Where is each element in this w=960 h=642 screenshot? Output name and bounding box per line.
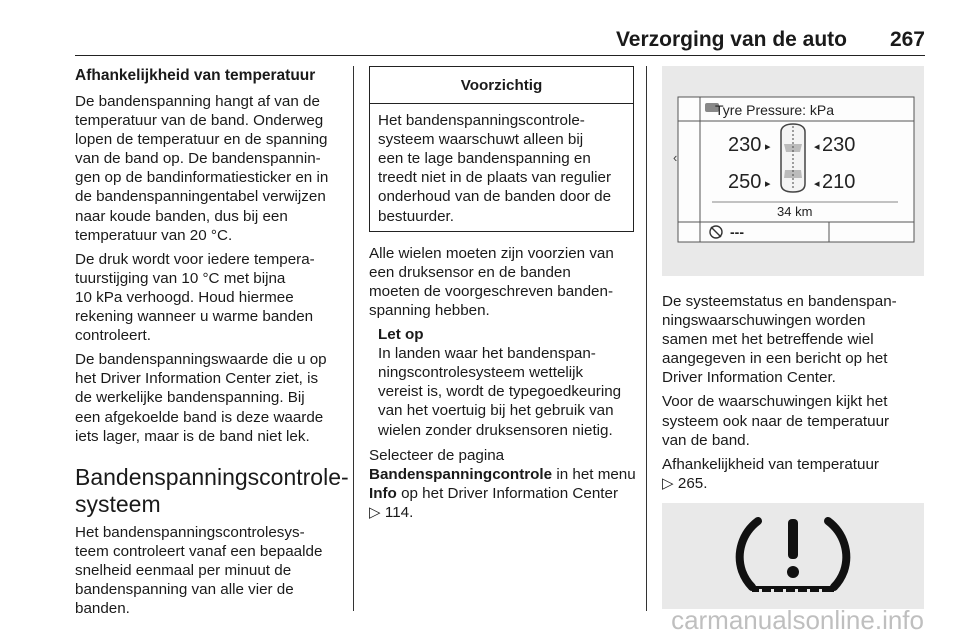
paragraph-warnings: Voor de waarschuwingen kijkt het systeem ook naar de temperatuur van de band. (662, 393, 890, 449)
svg-text:◂: ◂ (814, 178, 820, 190)
header-rule (75, 55, 925, 56)
paragraph-cross-reference: Afhankelijkheid van temperatuur ▷ 265. (662, 455, 879, 492)
column-divider-2 (646, 66, 647, 611)
car-top-view-icon (781, 124, 805, 192)
status-value: --- (730, 224, 744, 240)
tpms-warning-figure (662, 503, 924, 609)
menu-term-bandenspanning: Bandenspanningcontrole (369, 465, 553, 483)
paragraph-wheels: Alle wielen moeten zijn voorzien van een druksensor en de banden moeten de voorgeschreven banden- spanning hebben. (369, 244, 614, 319)
front-right-pressure: 230 (822, 134, 856, 156)
chapter-title: Verzorging van de auto (615, 28, 847, 51)
tpms-warning-icon (662, 503, 924, 609)
column-2 (369, 66, 634, 527)
page-number: 267 (889, 28, 925, 51)
column-divider-1 (353, 66, 354, 611)
menu-term-info: Info (369, 484, 397, 502)
section-title: Bandenspanningscontrole- systeem (75, 463, 349, 517)
display-title: Tyre Pressure: kPa (715, 102, 835, 118)
column-1 (75, 66, 349, 623)
tyre-pressure-display (662, 66, 924, 276)
paragraph-2: De druk wordt voor iedere tempera- tuurstijging van 10 °C met bijna 10 kPa verhoogd. Houd hiermee rekening wanneer u warme banden controleert. (75, 250, 315, 345)
tyre-pressure-display-figure (662, 66, 924, 276)
column-3 (662, 66, 926, 609)
paragraph-select-page: Selecteer de pagina Bandenspanningcontrole in het menu Info op het Driver Information Center ▷ 114. (369, 446, 636, 521)
note-body: In landen waar het bandenspan- ningscontrolesysteem wettelijk vereist is, wordt de typegoedkeuring van het voertuig bij het gebruik van wielen zonder druksensoren nietig. (378, 345, 622, 439)
paragraph-1: De bandenspanning hangt af van de temperatuur van de band. Onderweg lopen de temperatuur en de spanning van de band op. De bandenspannin- gen op de bandinformatiesticker en in de bandenspanningentabel verwijzen naar koude banden, dus bij een temperatuur van 20 °C. (75, 93, 329, 244)
caution-title: Voorzichtig (370, 67, 633, 104)
paragraph-3: De bandenspanningswaarde die u op het Driver Information Center ziet, is de werkelijke bandenspanning. Bij een afgekoelde band is deze waarde iets lager, maar is de band niet lek. (75, 351, 327, 445)
watermark: carmanualsonline.info (671, 605, 924, 635)
distance-readout: 34 km (777, 204, 813, 219)
caution-body: Het bandenspanningscontrole- systeem waarschuwt alleen bij een te lage bandenspanning en treedt niet in de plaats van regulier onderhoud van de banden door de bestuurder. (378, 112, 612, 225)
page-reference-link[interactable]: ▷ 265. (662, 474, 708, 492)
paragraph-system-status: De systeemstatus en bandenspan- ningswaarschuwingen worden samen met het betreffende wiel aangegeven in een bericht op het Driver Information Center. (662, 293, 897, 387)
rear-left-pressure: 250 (728, 171, 762, 193)
page-header (75, 26, 925, 56)
svg-text:◂: ◂ (814, 141, 820, 153)
caution-box (369, 66, 634, 232)
rear-right-pressure: 210 (822, 171, 856, 193)
subheading-temperature: Afhankelijkheid van temperatuur (75, 67, 316, 84)
note-block (369, 325, 634, 440)
front-left-pressure: 230 (728, 134, 762, 156)
back-arrow-icon[interactable]: ‹ (673, 150, 678, 165)
svg-text:▸: ▸ (765, 141, 771, 153)
svg-text:▸: ▸ (765, 178, 771, 190)
page-reference-link[interactable]: ▷ 114. (369, 503, 414, 521)
note-title: Let op (378, 326, 424, 344)
paragraph-4: Het bandenspanningscontrolesys- teem controleert vanaf een bepaalde snelheid eenmaal per minuut de bandenspanning van alle vier de banden. (75, 523, 323, 618)
